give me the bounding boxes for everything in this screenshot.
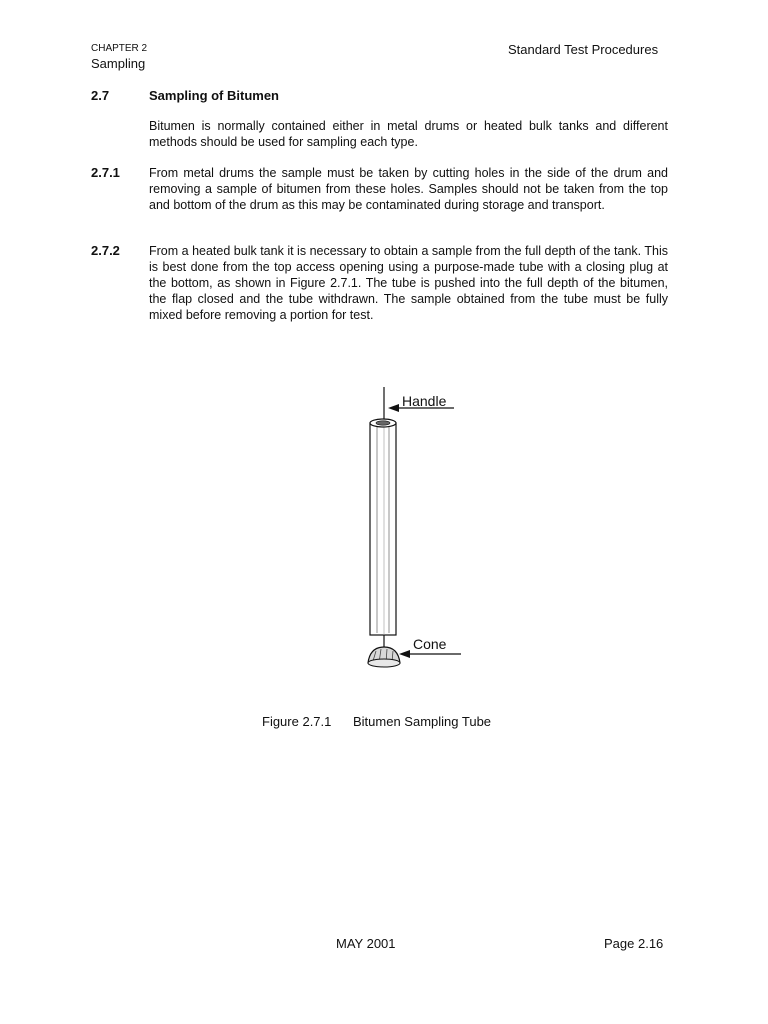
cone-arrow-head xyxy=(399,650,410,658)
section-intro-paragraph: Bitumen is normally contained either in metal drums or heated bulk tanks and different methods should be used for sampling each type. xyxy=(149,119,668,149)
footer-page-number: Page 2.16 xyxy=(604,936,664,951)
header-document-title: Standard Test Procedures xyxy=(508,42,659,57)
header-chapter: CHAPTER 2 xyxy=(91,43,148,54)
figure-caption-number: Figure 2.7.1 xyxy=(262,714,332,729)
subsection-number-2-7-2: 2.7.2 xyxy=(91,243,120,258)
handle-arrow-head xyxy=(388,404,399,412)
sampling-tube-figure xyxy=(340,385,480,690)
subsection-number-2-7-1: 2.7.1 xyxy=(91,165,120,180)
tube-body xyxy=(370,423,396,635)
handle-label: Handle xyxy=(402,393,447,409)
sampling-tube-drawing xyxy=(340,385,480,685)
figure-caption-title: Bitumen Sampling Tube xyxy=(353,714,492,729)
footer-date: MAY 2001 xyxy=(336,936,396,951)
subsection-paragraph-2-7-1: From metal drums the sample must be taken by cutting holes in the side of the drum and removing a sample of bitumen from these holes. Samples should not be taken from the top and bottom of the drum as this may be contaminated during storage and transport. xyxy=(149,166,668,212)
section-number: 2.7 xyxy=(91,88,110,103)
cone-label: Cone xyxy=(413,636,447,652)
subsection-paragraph-2-7-2: From a heated bulk tank it is necessary to obtain a sample from the full depth of the tank. This is best done from the top access opening using a purpose-made tube with a closing plug at the bottom, as shown in Figure 2.7.1. The tube is pushed into the full depth of the bitumen, the flap closed and the tube withdrawn. The sample obtained from the tube must be fully mixed before removing a portion for test. xyxy=(149,244,668,322)
header-section-name: Sampling xyxy=(91,56,146,71)
section-title: Sampling of Bitumen xyxy=(149,88,279,103)
